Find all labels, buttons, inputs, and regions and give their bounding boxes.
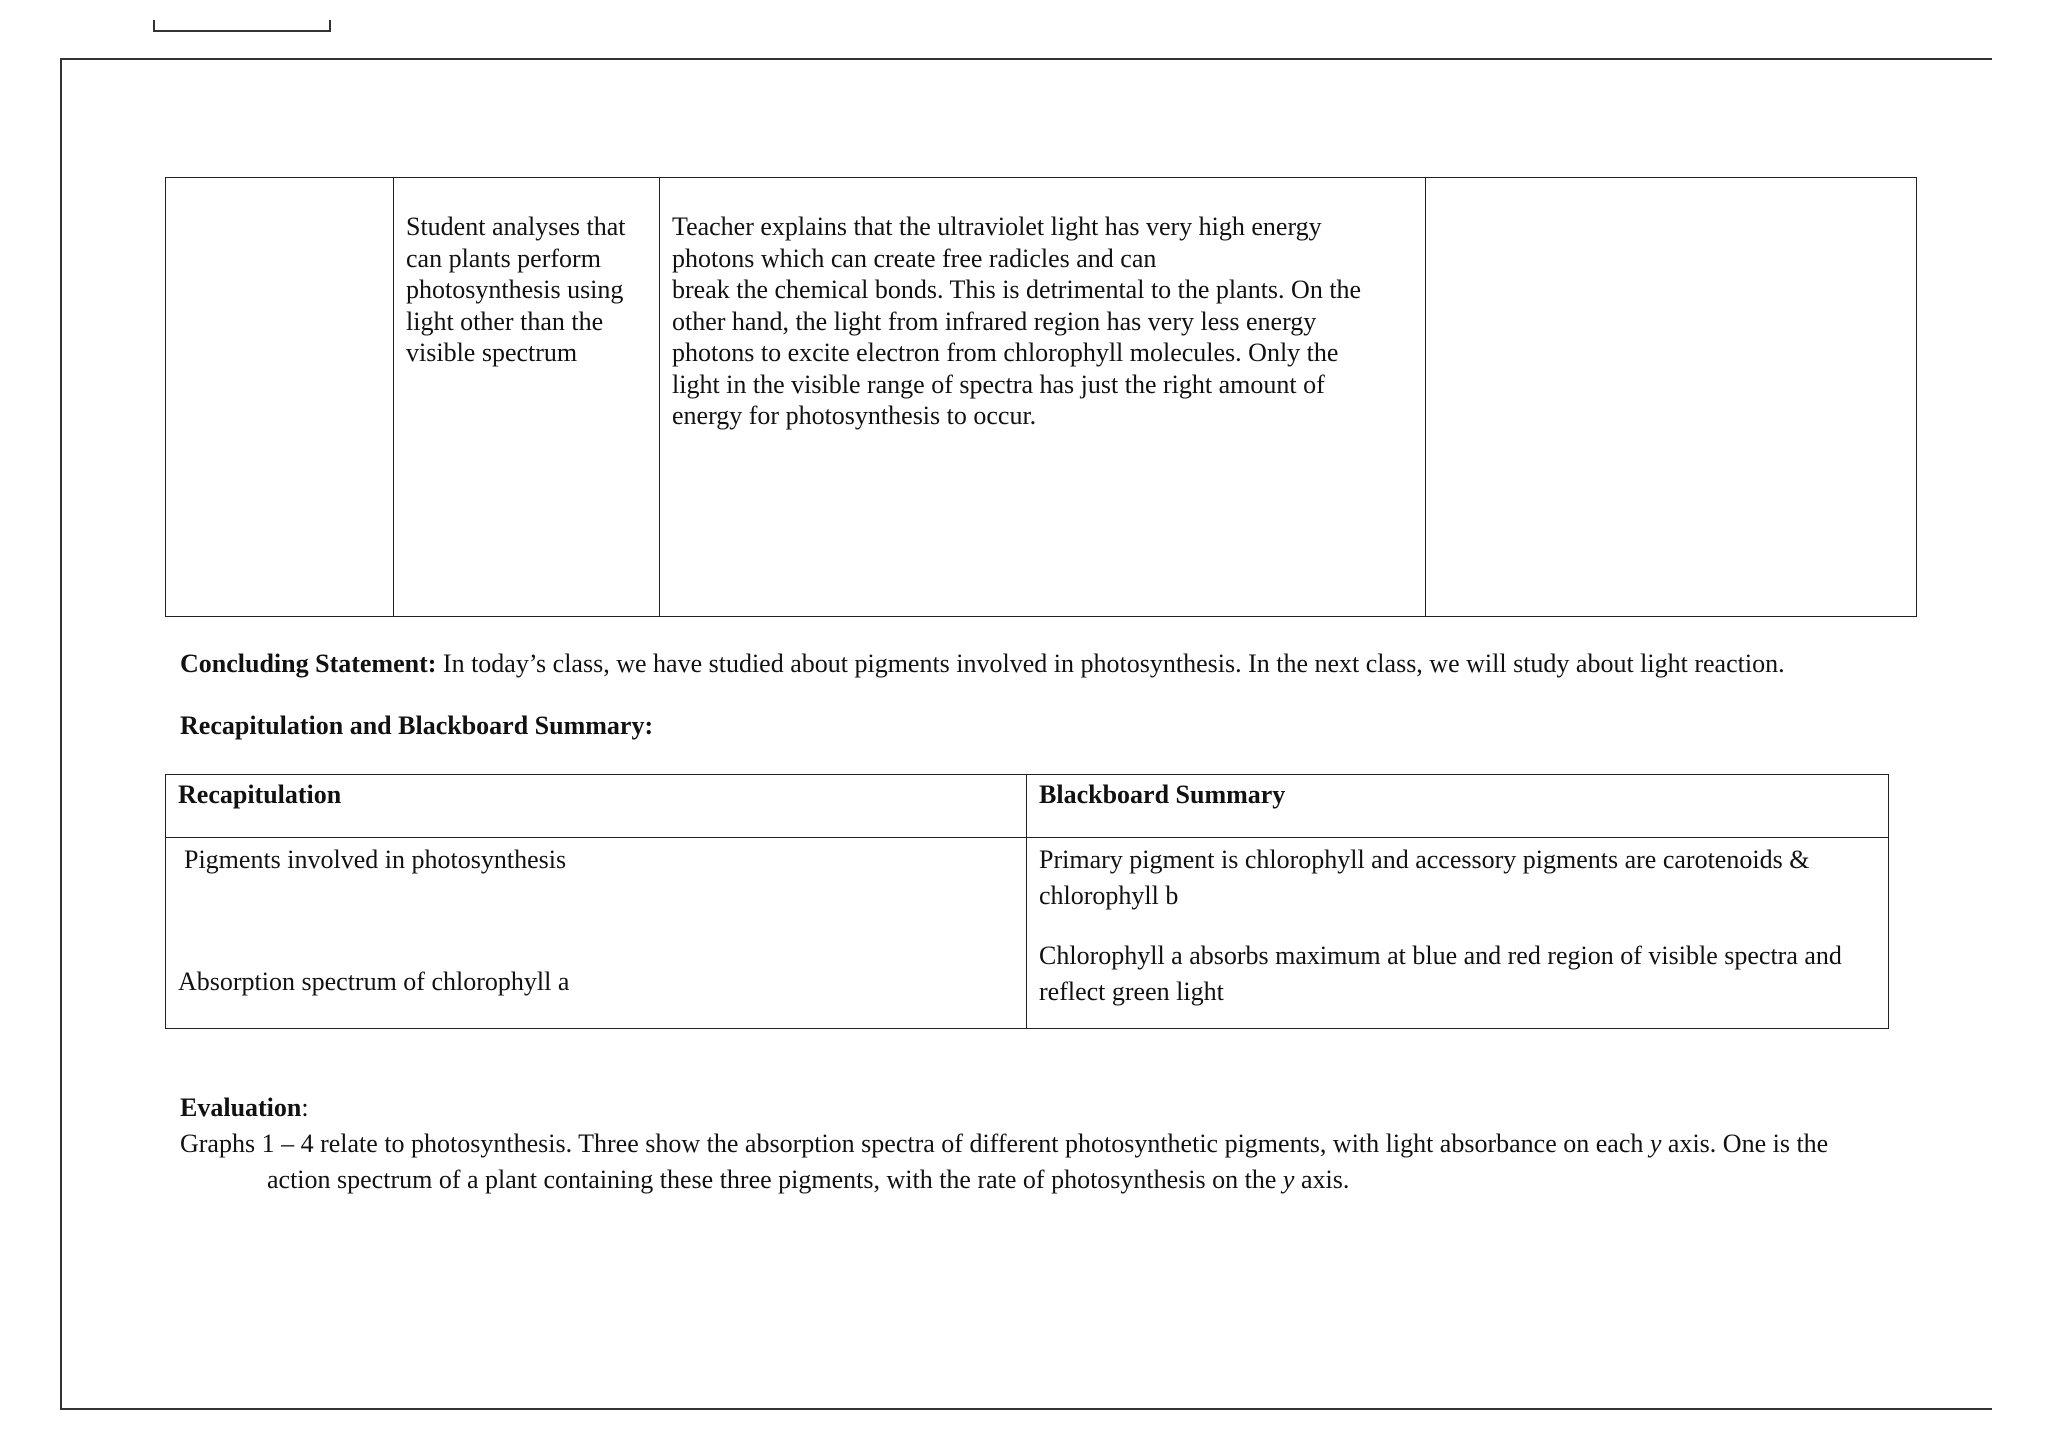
evaluation-title (180, 1090, 1920, 1126)
teacher-line: photons to excite electron from chlorophyll molecules. Only the (672, 338, 1339, 367)
student-activity-cell: Student analyses that can plants perform photosynthesis using light other than the visible spectrum (394, 178, 660, 617)
evaluation-italic-y: y (1282, 1165, 1295, 1194)
evaluation-italic-y: y (1649, 1129, 1662, 1158)
evaluation-text: action spectrum of a plant containing these three pigments, with the rate of photosynthesis on the (267, 1165, 1283, 1194)
recap-item: Pigments involved in photosynthesis (184, 845, 567, 874)
evaluation-section (180, 1090, 1920, 1198)
cell-empty-last (1426, 178, 1917, 617)
recap-header: Recapitulation (166, 775, 1027, 838)
teacher-explanation-cell (660, 178, 1426, 617)
summary-item: Chlorophyll a absorbs maximum at blue and red region of visible spectra and reflect green light (1039, 941, 1842, 1006)
evaluation-text: axis. One is the (1661, 1129, 1829, 1158)
concluding-statement (180, 646, 1785, 682)
recap-body-row (166, 838, 1889, 1029)
cell-empty-first (166, 178, 394, 617)
evaluation-label: Evaluation (180, 1093, 302, 1122)
teacher-line: photons which can create free radicles and can (672, 243, 1157, 273)
recap-heading: Recapitulation and Blackboard Summary: (180, 711, 654, 740)
evaluation-line-1 (180, 1126, 1920, 1162)
teacher-line: light in the visible range of spectra has just the right amount of (672, 369, 1325, 399)
recap-cell (166, 838, 1027, 1029)
recap-table (165, 774, 1889, 1029)
top-bracket-mark (153, 20, 331, 32)
teacher-line: Teacher explains that the ultraviolet light has very high energy (672, 212, 1322, 241)
lesson-plan-row (166, 178, 1917, 617)
summary-cell (1027, 838, 1889, 1029)
lesson-plan-table (165, 177, 1917, 617)
summary-header: Blackboard Summary (1027, 775, 1889, 838)
teacher-line: break the chemical bonds. This is detrimental to the plants. On the (672, 275, 1362, 304)
recap-header-row (166, 775, 1889, 838)
evaluation-text: axis. (1294, 1165, 1350, 1194)
teacher-line: other hand, the light from infrared region has very less energy (672, 306, 1317, 336)
evaluation-text: Graphs 1 – 4 relate to photosynthesis. Three show the absorption spectra of different photosynthetic pigments, with light absorbance on each (180, 1129, 1650, 1158)
teacher-line: energy for photosynthesis to occur. (672, 401, 1037, 430)
evaluation-line-2 (180, 1162, 1920, 1198)
summary-item: Primary pigment is chlorophyll and accessory pigments are carotenoids & chlorophyll b (1039, 845, 1810, 910)
concluding-text: In today’s class, we have studied about pigments involved in photosynthesis. In the next class, we will study about light reaction. (436, 649, 1785, 678)
concluding-label: Concluding Statement: (180, 649, 437, 678)
recap-item: Absorption spectrum of chlorophyll a (178, 967, 570, 996)
evaluation-colon: : (301, 1093, 309, 1122)
